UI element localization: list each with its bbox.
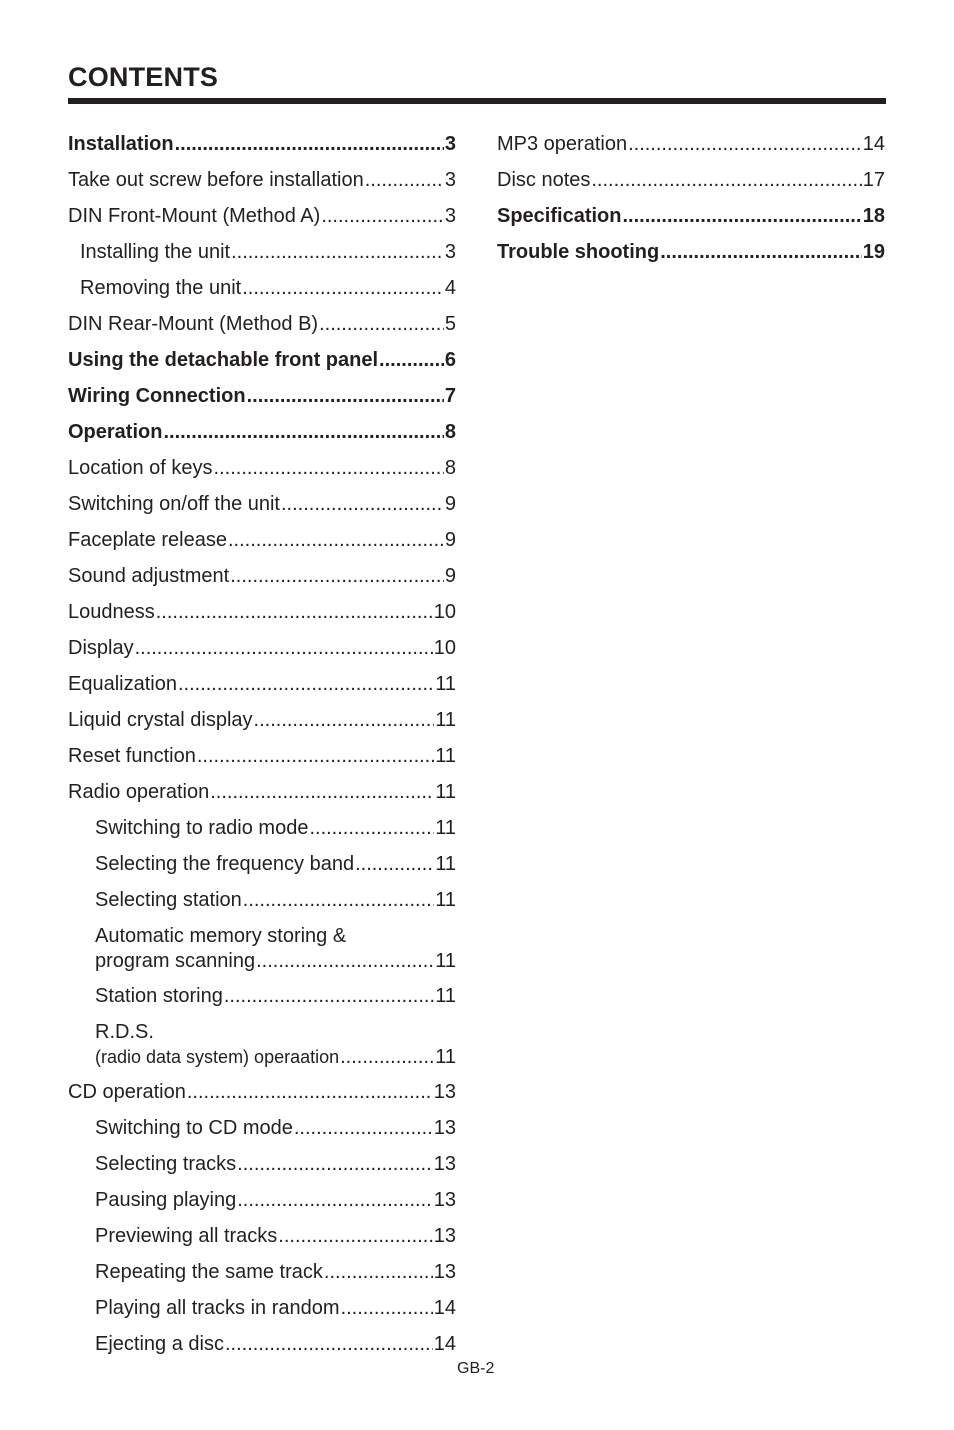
- toc-entry-label: Disc notes: [497, 169, 591, 191]
- toc-page-number: 11: [435, 950, 456, 972]
- toc-entry-label: Switching on/off the unit: [68, 493, 280, 515]
- toc-entry-take-out-screw-before-installation: [68, 163, 456, 199]
- toc-entry-operation: [68, 415, 456, 451]
- toc-page-number: 6: [444, 349, 456, 371]
- toc-entry-label: Radio operation: [68, 781, 210, 803]
- toc-page-number: 11: [435, 853, 456, 875]
- toc-page-number: 5: [444, 313, 456, 335]
- toc-entry-ejecting-a-disc: [95, 1327, 456, 1363]
- toc-entry-label: Ejecting a disc: [95, 1333, 224, 1355]
- toc-entry-label: Reset function: [68, 745, 196, 767]
- toc-entry-program-scanning: [95, 919, 456, 979]
- toc-page-number: 8: [444, 421, 456, 443]
- dot-leader: [230, 565, 444, 588]
- dot-leader: [242, 277, 444, 300]
- toc-entry-label: Previewing all tracks: [95, 1225, 278, 1247]
- toc-page-number: 3: [444, 133, 456, 155]
- toc-entry-label: Take out screw before installation: [68, 169, 364, 191]
- toc-column-right: [497, 127, 885, 271]
- toc-entry-wiring-connection: [68, 379, 456, 415]
- toc-entry-label: Selecting tracks: [95, 1153, 237, 1175]
- toc-page-number: 17: [862, 169, 885, 191]
- toc-entry-label: Operation: [68, 421, 163, 443]
- dot-leader: [224, 985, 434, 1008]
- title-rule: [68, 98, 886, 104]
- toc-entry-label: Specification: [497, 205, 622, 227]
- dot-leader: [324, 1261, 433, 1284]
- dot-leader: [660, 241, 862, 264]
- toc-entry-label: Repeating the same track: [95, 1261, 323, 1283]
- dot-leader: [214, 457, 444, 480]
- toc-column-left: [68, 127, 456, 1363]
- toc-entry-switching-to-cd-mode: [95, 1111, 456, 1147]
- dot-leader: [591, 169, 861, 192]
- toc-entry-din-rear-mount-method-b: [68, 307, 456, 343]
- dot-leader: [225, 1333, 433, 1356]
- toc-page-number: 11: [435, 745, 456, 767]
- toc-entry-label: Switching to radio mode: [95, 817, 309, 839]
- dot-leader: [365, 169, 444, 192]
- toc-page-number: 13: [433, 1117, 456, 1139]
- dot-leader: [319, 313, 444, 336]
- toc-page-number: 11: [435, 1046, 456, 1068]
- dot-leader: [135, 637, 433, 660]
- dot-leader: [228, 529, 444, 552]
- dot-leader: [243, 889, 434, 912]
- toc-page-number: 13: [433, 1189, 456, 1211]
- toc-entry-equalization: [68, 667, 456, 703]
- toc-entry-label: Installation: [68, 133, 174, 155]
- toc-entry-label: MP3 operation: [497, 133, 628, 155]
- toc-entry-cd-operation: [68, 1075, 456, 1111]
- toc-entry-installing-the-unit: [80, 235, 456, 271]
- dot-leader: [341, 1297, 433, 1320]
- toc-entry-selecting-tracks: [95, 1147, 456, 1183]
- toc-entry-label: Selecting station: [95, 889, 242, 911]
- dot-leader: [231, 241, 444, 264]
- toc-page-number: 11: [435, 781, 456, 803]
- toc-entry-removing-the-unit: [80, 271, 456, 307]
- toc-entry-label: Station storing: [95, 985, 223, 1007]
- toc-page-number: 13: [433, 1081, 456, 1103]
- toc-entry-label: Removing the unit: [80, 277, 242, 299]
- dot-leader: [197, 745, 434, 768]
- toc-entry-label: Faceplate release: [68, 529, 227, 551]
- toc-page-number: 13: [433, 1225, 456, 1247]
- toc-entry-label: Location of keys: [68, 457, 213, 479]
- toc-entry-label: Sound adjustment: [68, 565, 230, 587]
- dot-leader: [254, 709, 435, 732]
- toc-entry-label: DIN Front-Mount (Method A): [68, 205, 321, 227]
- dot-leader: [210, 781, 434, 804]
- toc-entry-label: Display: [68, 637, 134, 659]
- toc-page-number: 19: [862, 241, 885, 263]
- toc-entry-station-storing: [95, 979, 456, 1015]
- dot-leader: [175, 133, 444, 156]
- toc-page-number: 11: [435, 985, 456, 1007]
- toc-page-number: 10: [433, 637, 456, 659]
- toc-entry-label: Pausing playing: [95, 1189, 237, 1211]
- toc-entry-radio-operation: [68, 775, 456, 811]
- dot-leader: [237, 1153, 433, 1176]
- toc-entry-faceplate-release: [68, 523, 456, 559]
- dot-leader: [281, 493, 444, 516]
- toc-entry-reset-function: [68, 739, 456, 775]
- toc-entry-label: CD operation: [68, 1081, 186, 1103]
- toc-entry-label: Loudness: [68, 601, 155, 623]
- toc-page-number: 14: [433, 1333, 456, 1355]
- toc-page-number: 3: [444, 205, 456, 227]
- dot-leader: [247, 385, 444, 408]
- toc-entry-din-front-mount-method-a: [68, 199, 456, 235]
- dot-leader: [622, 205, 861, 228]
- toc-entry-label: Equalization: [68, 673, 177, 695]
- toc-entry-sound-adjustment: [68, 559, 456, 595]
- toc-entry-label: Switching to CD mode: [95, 1117, 293, 1139]
- dot-leader: [178, 673, 434, 696]
- page-number: GB-2: [457, 1360, 495, 1377]
- toc-entry-switching-on-off-the-unit: [68, 487, 456, 523]
- toc-entry-selecting-station: [95, 883, 456, 919]
- toc-entry-label: Selecting the frequency band: [95, 853, 355, 875]
- dot-leader: [379, 349, 444, 372]
- toc-entry-loudness: [68, 595, 456, 631]
- dot-leader: [628, 133, 862, 156]
- toc-entry-radio-data-system-operaation: [95, 1015, 456, 1075]
- toc-entry-trouble-shooting: [497, 235, 885, 271]
- dot-leader: [163, 421, 443, 444]
- toc-page-number: 7: [444, 385, 456, 407]
- toc-entry-label: Wiring Connection: [68, 385, 246, 407]
- toc-entry-location-of-keys: [68, 451, 456, 487]
- dot-leader: [187, 1081, 433, 1104]
- toc-page-number: 11: [435, 709, 456, 731]
- toc-page-number: 4: [444, 277, 456, 299]
- toc-entry-using-the-detachable-front-panel: [68, 343, 456, 379]
- toc-page-number: 13: [433, 1261, 456, 1283]
- dot-leader: [156, 601, 433, 624]
- toc-page-number: 9: [444, 529, 456, 551]
- toc-entry-repeating-the-same-track: [95, 1255, 456, 1291]
- toc-entry-label: Trouble shooting: [497, 241, 660, 263]
- toc-entry-pausing-playing: [95, 1183, 456, 1219]
- toc-page-number: 3: [444, 169, 456, 191]
- toc-entry-previewing-all-tracks: [95, 1219, 456, 1255]
- page-title: CONTENTS: [68, 62, 219, 92]
- dot-leader: [309, 817, 434, 840]
- toc-page-number: 14: [862, 133, 885, 155]
- toc-page-number: 8: [444, 457, 456, 479]
- toc-entry-installation: [68, 127, 456, 163]
- toc-entry-label-line1: Automatic memory storing &: [95, 925, 347, 947]
- toc-entry-label: Using the detachable front panel: [68, 349, 379, 371]
- toc-entry-label-line1: R.D.S.: [95, 1021, 154, 1043]
- toc-page-number: 11: [435, 889, 456, 911]
- toc-entry-selecting-the-frequency-band: [95, 847, 456, 883]
- dot-leader: [278, 1225, 432, 1248]
- toc-entry-liquid-crystal-display: [68, 703, 456, 739]
- toc-entry-display: [68, 631, 456, 667]
- dot-leader: [355, 853, 434, 876]
- toc-page-number: 9: [444, 565, 456, 587]
- toc-entry-label: Liquid crystal display: [68, 709, 253, 731]
- toc-entry-label: Playing all tracks in random: [95, 1297, 340, 1319]
- toc-page-number: 13: [433, 1153, 456, 1175]
- dot-leader: [237, 1189, 433, 1212]
- toc-entry-label: program scanning: [95, 950, 256, 972]
- toc-entry-disc-notes: [497, 163, 885, 199]
- dot-leader: [294, 1117, 433, 1140]
- toc-entry-switching-to-radio-mode: [95, 811, 456, 847]
- toc-page-number: 11: [435, 817, 456, 839]
- toc-entry-label: (radio data system) operaation: [95, 1047, 340, 1067]
- toc-entry-mp3-operation: [497, 127, 885, 163]
- dot-leader: [256, 950, 434, 973]
- toc-entry-specification: [497, 199, 885, 235]
- dot-leader: [340, 1046, 434, 1069]
- toc-page-number: 10: [433, 601, 456, 623]
- toc-page-number: 14: [433, 1297, 456, 1319]
- toc-page-number: 3: [444, 241, 456, 263]
- toc-page-number: 9: [444, 493, 456, 515]
- toc-page-number: 11: [435, 673, 456, 695]
- toc-entry-playing-all-tracks-in-random: [95, 1291, 456, 1327]
- toc-entry-label: DIN Rear-Mount (Method B): [68, 313, 319, 335]
- toc-page-number: 18: [862, 205, 885, 227]
- toc-entry-label: Installing the unit: [80, 241, 231, 263]
- dot-leader: [321, 205, 444, 228]
